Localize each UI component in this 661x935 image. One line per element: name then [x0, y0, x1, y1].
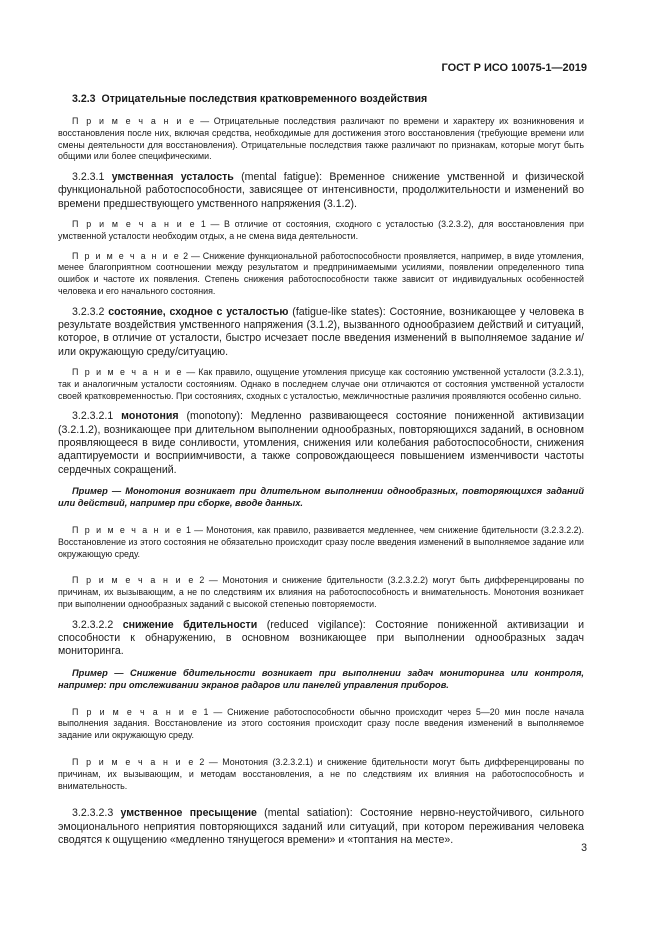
note-label: П р и м е ч а н и е	[72, 367, 183, 378]
note-text: 2 — Монотония и снижение бдительности (3.2.3.2.2) могут быть дифференцированы по причинам, их вызывающим, а не по следствиям их влияния на работоспособность и внимательность. Монотония возникает при выполнении однообразных заданий с высокой степенью повторяемости.	[58, 575, 584, 609]
clause-number: 3.2.3.2.2	[72, 618, 123, 631]
note-text: — Как правило, ощущение утомления присуще как состоянию умственной усталости (3.2.3.1), так и аналогичным усталости состояниям. Однако в последнем случае они отличаются от состояния умственной усталости своей кратковременностью. При состояниях, сходных с усталостью, межличностные различия проявляются особенно сильно.	[58, 367, 584, 401]
note-text: — Отрицательные последствия различают по времени и характеру их возникновения и восстановления после них, включая средства, необходимые для достижения этого восстановления (требующие времени или смены деятельности для восстановления). Отрицательные последствия также различают по признакам, которые могут быть общими или более специфическими.	[58, 116, 584, 162]
definition-text: (reduced vigilance): Состояние пониженной активизации и способности к обнаружению, в основном возникающее при выполнении однообразных задач мониторинга.	[58, 618, 584, 658]
note-general	[58, 116, 584, 163]
definition-mental-satiation	[58, 807, 584, 847]
note-label: П р и м е ч а н и е	[72, 250, 181, 261]
term: монотония	[121, 410, 179, 423]
note-fatigue-like-states	[58, 367, 584, 402]
note-text: 2 — Монотония (3.2.3.2.1) и снижение бдительности могут быть дифференцированы по причинам, их вызывающим, и методам восстановления, а не по следствиям их влияния на работоспособность и внимательность.	[58, 756, 584, 791]
standard-designation: ГОСТ Р ИСО 10075-1—2019	[441, 62, 587, 74]
definition-reduced-vigilance	[58, 619, 584, 659]
note-2-reduced-vigilance	[58, 757, 584, 792]
definition-monotony	[58, 410, 584, 476]
spacer	[58, 700, 584, 707]
clause-number: 3.2.3.2	[72, 305, 109, 318]
note-text: 1 — Снижение работоспособности обычно происходит через 5—20 мин после начала выполнения задания. Восстановление из этого состояния происходит сразу после введения изменений в выполняемое задание или окружающую среду.	[58, 706, 584, 741]
note-text: 1 — Монотония, как правило, развивается медленнее, чем снижение бдительности (3.2.3.2.2). Восстановление из этого состояния не обязательно происходит сразу после введения изменений в выполняемое задание или окружающую среду.	[58, 524, 584, 559]
term: состояние, сходное с усталостью	[108, 305, 289, 318]
term: снижение бдительности	[122, 618, 258, 631]
example-monotony: Пример — Монотония возникает при длительном выполнении однообразных, повторяющихся заданий или действий, например при сборке, вводе данных.	[58, 485, 584, 508]
note-2-monotony	[58, 575, 584, 610]
example-reduced-vigilance: Пример — Снижение бдительности возникает при выполнении задач мониторинга или контроля, например: при отслеживании экранов радаров или панелей управления приборов.	[58, 667, 584, 690]
section-heading	[72, 93, 584, 105]
term: умственное пресыщение	[120, 807, 257, 820]
spacer	[58, 568, 584, 575]
definition-fatigue-like-states	[58, 306, 584, 359]
note-text: 2 — Снижение функциональной работоспособности проявляется, например, в виде утомления, менее благоприятном соотношении между результатом и предпринимаемыми усилиями, появлении определенного типа ошибок и частоте их появления. Степень снижения работоспособности также зависит от индивидуальных особенностей человека и его начального состояния.	[58, 250, 584, 297]
clause-number: 3.2.3.2.3	[72, 807, 121, 820]
note-label: П р и м е ч а н и е	[72, 116, 196, 126]
clause-number: 3.2.3.1	[72, 171, 112, 184]
term: умственная усталость	[111, 171, 234, 184]
note-1-monotony	[58, 525, 584, 560]
note-label: П р и м е ч а н и е	[72, 575, 195, 586]
definition-text: (mental fatigue): Временное снижение умственной и физической функциональной работоспособности, зависящее от интенсивности, продолжительности и изменений во времени предшествующего умственного напряжения (3.1.2).	[58, 171, 584, 210]
note-2-mental-fatigue	[58, 251, 584, 298]
spacer	[58, 800, 584, 807]
section-number: 3.2.3	[72, 93, 96, 105]
note-1-reduced-vigilance	[58, 707, 584, 742]
definition-text: (fatigue-like states): Состояние, возникающее у человека в результате воздействия умственного напряжения (3.1.2), вызванного однообразием действий и ситуаций, которое, в отличие от усталости, быстро исчезает после введения изменений в выполняемое задание и/или окружающую среду/ситуацию.	[58, 305, 584, 358]
page-content	[58, 93, 584, 855]
note-label: П р и м е ч а н и е	[72, 524, 183, 535]
definition-mental-fatigue	[58, 171, 584, 211]
spacer	[58, 750, 584, 757]
page-number: 3	[581, 842, 587, 854]
definition-text: (monotony): Медленно развивающееся состояние пониженной активизации (3.2.1.2), возникающее при длительном выполнении однообразных, повторяющихся заданий, в основном проявляющееся в виде сонливости, утомления, снижения или колебания работоспособности, снижения адаптируемости и восприимчивости, а также сопровождающееся повышением изменчивости частоты сердечных сокращений.	[58, 410, 584, 476]
note-1-mental-fatigue	[58, 219, 584, 243]
note-text: 1 — В отличие от состояния, сходного с усталостью (3.2.3.2), для восстановления при умственной усталости необходим отдых, а не смена вида деятельности.	[58, 219, 584, 241]
spacer	[58, 518, 584, 525]
note-label: П р и м е ч а н и е	[72, 706, 199, 717]
note-label: П р и м е ч а н и е	[72, 219, 197, 230]
section-title: Отрицательные последствия кратковременного воздействия	[101, 93, 428, 105]
definition-text: (mental satiation): Состояние нервно-неустойчивого, сильного эмоционального неприятия повторяющихся заданий или ситуаций, при котором переживания человека сводятся к ощущению «медленно тянущегося времени» и «топтания на месте».	[58, 807, 584, 846]
note-label: П р и м е ч а н и е	[72, 756, 195, 767]
clause-number: 3.2.3.2.1	[72, 410, 122, 423]
